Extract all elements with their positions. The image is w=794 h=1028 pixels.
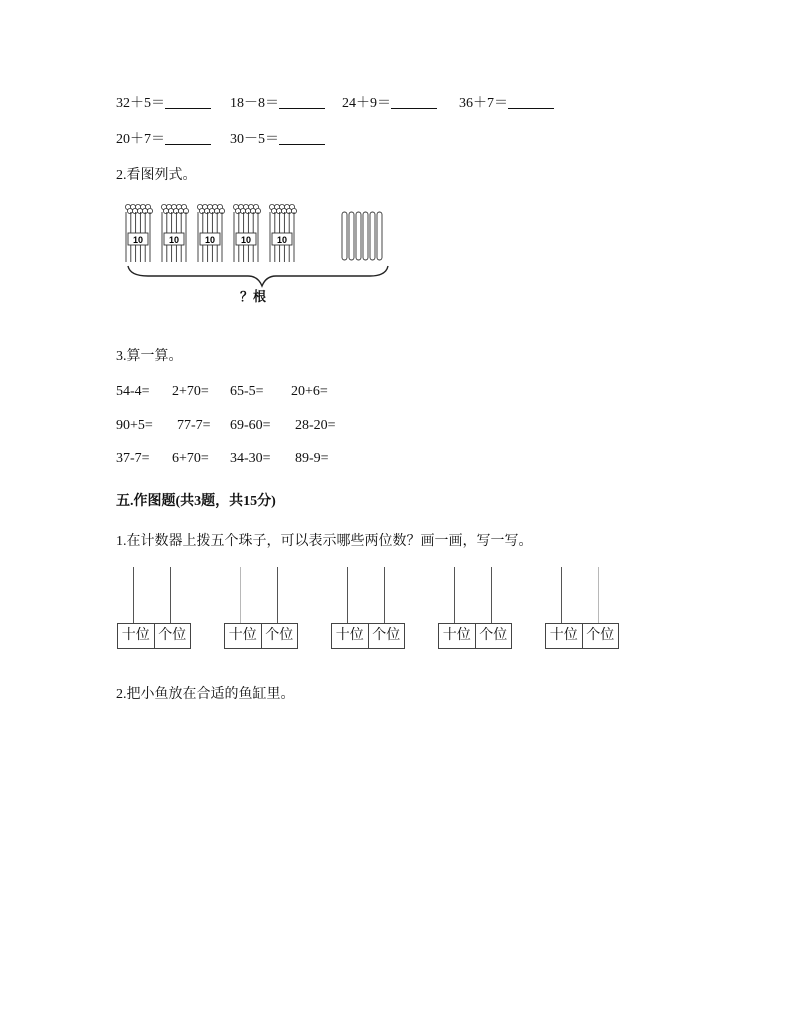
bundle-label: 10: [132, 235, 144, 245]
tens-label: 十位: [442, 628, 471, 643]
stick-bundle: [161, 204, 188, 262]
single-stick: [349, 212, 354, 260]
answer-blank[interactable]: [279, 143, 325, 145]
counting-frame-base: [545, 623, 619, 649]
tens-label: 十位: [335, 628, 364, 643]
equation: 20＋7＝: [116, 131, 211, 149]
calc-item: 77-7=: [177, 418, 211, 433]
ones-label: 个位: [368, 624, 405, 648]
calc-item: 20+6=: [291, 384, 328, 399]
answer-blank[interactable]: [165, 107, 211, 109]
counting-frame[interactable]: [331, 567, 405, 649]
tens-label: 十位: [121, 628, 150, 643]
calc-item: 34-30=: [230, 451, 271, 466]
ones-rod[interactable]: [384, 567, 385, 623]
single-stick: [370, 212, 375, 260]
counting-frame[interactable]: [117, 567, 191, 649]
q3-title: 3.算一算。: [116, 349, 183, 364]
equation: 18－8＝: [230, 95, 325, 113]
ones-label: 个位: [475, 624, 512, 648]
ones-label: 个位: [582, 624, 619, 648]
ones-label: 个位: [154, 624, 191, 648]
ones-rod[interactable]: [170, 567, 171, 623]
q5-1-title: 1.在计数器上拨五个珠子，可以表示哪些两位数？画一画，写一写。: [116, 534, 533, 549]
tens-label: 十位: [228, 628, 257, 643]
calc-item: 65-5=: [230, 384, 264, 399]
calc-item: 89-9=: [295, 451, 329, 466]
answer-blank[interactable]: [279, 107, 325, 109]
calc-item: 28-20=: [295, 418, 336, 433]
single-stick: [363, 212, 368, 260]
stick-figure: [124, 200, 396, 310]
counting-frame-base: [438, 623, 512, 649]
tens-rod[interactable]: [133, 567, 134, 623]
equation: 36＋7＝: [459, 95, 554, 113]
answer-blank[interactable]: [508, 107, 554, 109]
equation: 24＋9＝: [342, 95, 437, 113]
brace: [128, 266, 388, 286]
tens-rod[interactable]: [347, 567, 348, 623]
calc-item: 90+5=: [116, 418, 153, 433]
counting-frame-base: [117, 623, 191, 649]
calc-item: 2+70=: [172, 384, 209, 399]
stick-bundle: [233, 204, 260, 262]
counting-frame[interactable]: [224, 567, 298, 649]
calc-item: 6+70=: [172, 451, 209, 466]
calc-item: 37-7=: [116, 451, 150, 466]
tens-label: 十位: [549, 628, 578, 643]
single-stick: [342, 212, 347, 260]
counting-frame[interactable]: [545, 567, 619, 649]
bundle-label: 10: [240, 235, 252, 245]
counting-frame-base: [331, 623, 405, 649]
calc-item: 69-60=: [230, 418, 271, 433]
stick-bundle: [125, 204, 152, 262]
ones-rod[interactable]: [598, 567, 599, 623]
equation: 32＋5＝: [116, 95, 211, 113]
section-title: 五.作图题(共3题，共15分): [116, 494, 276, 509]
q5-2-title: 2.把小鱼放在合适的鱼缸里。: [116, 687, 295, 702]
q2-title: 2.看图列式。: [116, 168, 197, 183]
ones-label: 个位: [261, 624, 298, 648]
equation: 30－5＝: [230, 131, 325, 149]
stick-bundle: [197, 204, 224, 262]
question-label: ？根: [240, 290, 267, 305]
counting-frame-base: [224, 623, 298, 649]
tens-rod[interactable]: [561, 567, 562, 623]
single-stick: [377, 212, 382, 260]
answer-blank[interactable]: [391, 107, 437, 109]
tens-rod[interactable]: [240, 567, 241, 623]
bundle-label: 10: [276, 235, 288, 245]
bundle-label: 10: [168, 235, 180, 245]
bundle-label: 10: [204, 235, 216, 245]
stick-bundle: [269, 204, 296, 262]
ones-rod[interactable]: [491, 567, 492, 623]
answer-blank[interactable]: [165, 143, 211, 145]
counting-frame[interactable]: [438, 567, 512, 649]
single-stick: [356, 212, 361, 260]
calc-item: 54-4=: [116, 384, 150, 399]
tens-rod[interactable]: [454, 567, 455, 623]
ones-rod[interactable]: [277, 567, 278, 623]
